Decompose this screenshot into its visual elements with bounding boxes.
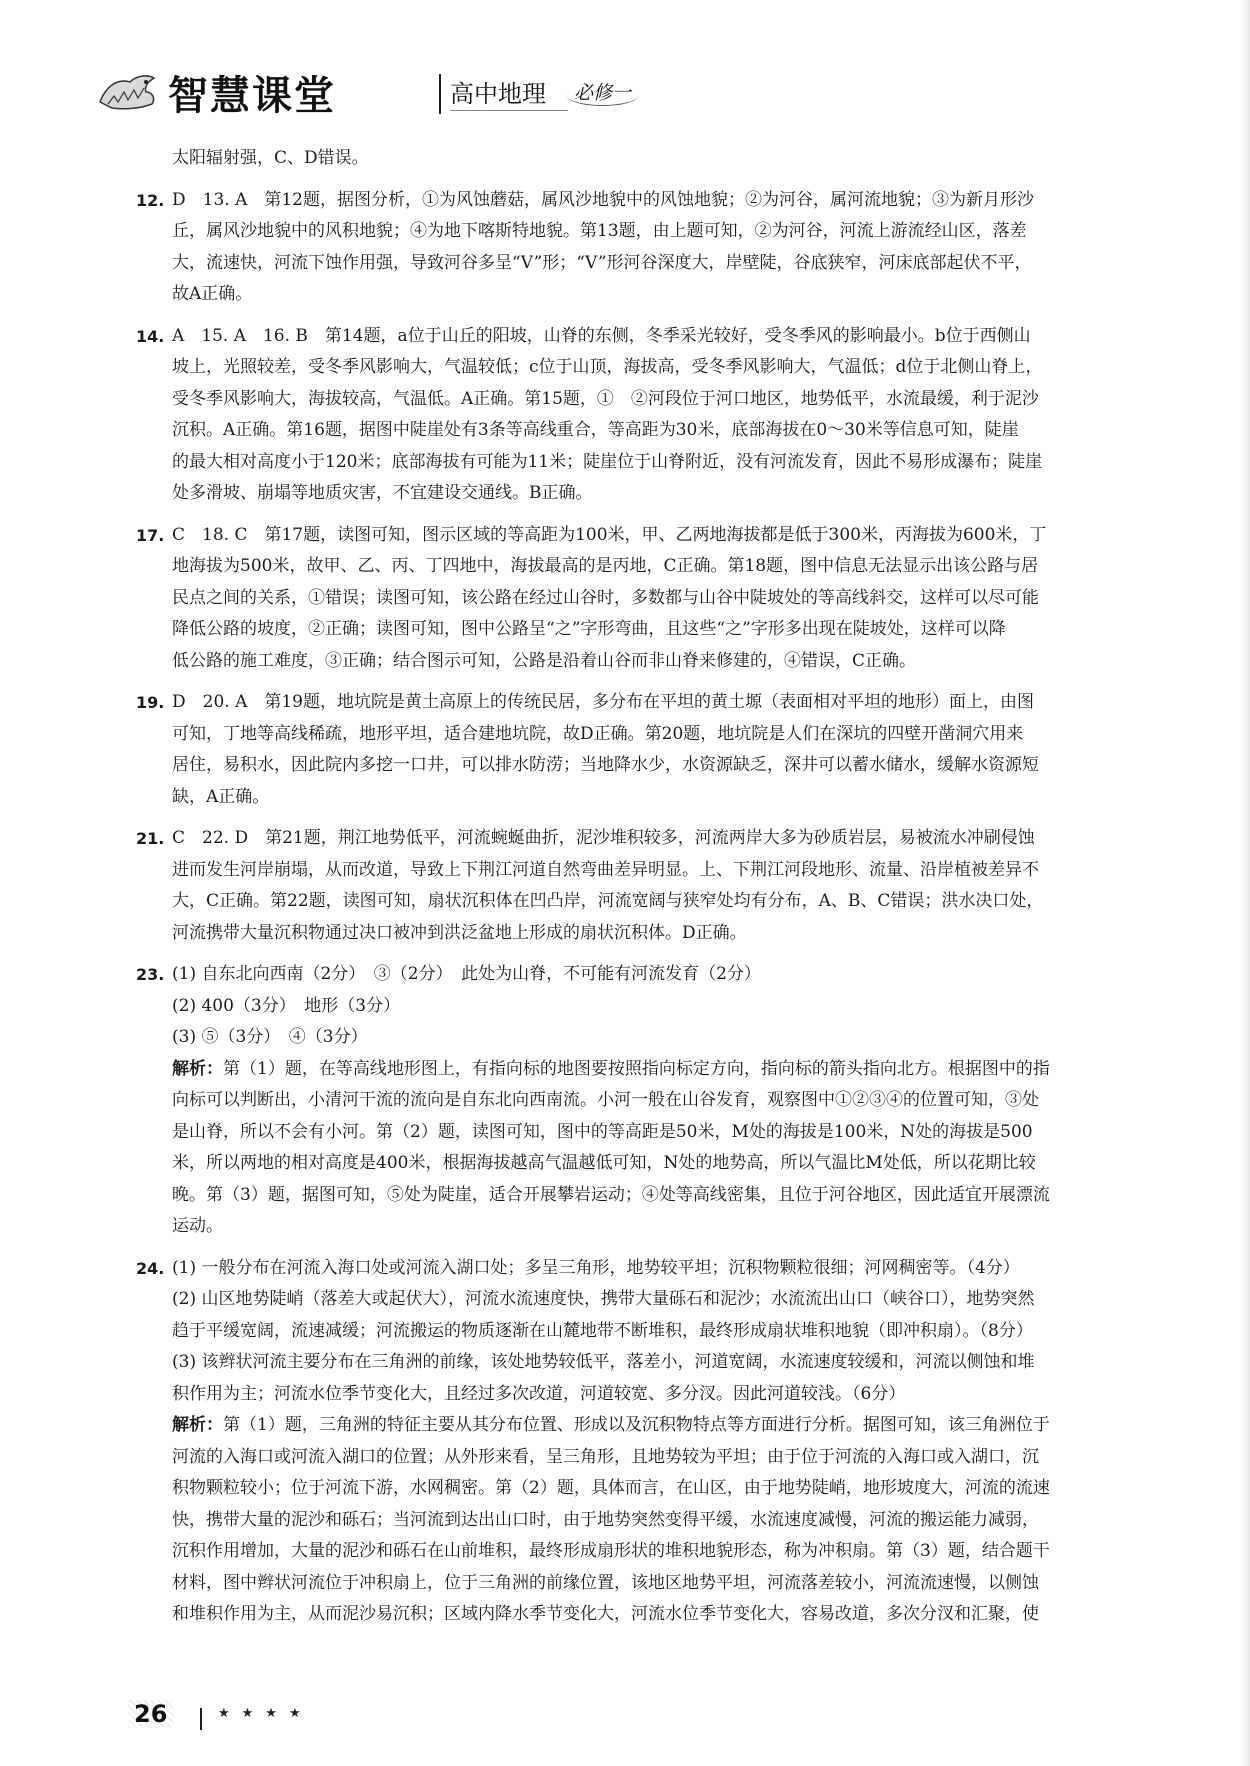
- item-number: 21.: [136, 829, 165, 848]
- answer-item-24: [136, 1253, 1136, 1631]
- text-line: 处多滑坡、崩塌等地质灾害，不宜建设交通线。B正确。: [172, 483, 593, 503]
- analysis-line: 和堆积作用为主，从而泥沙易沉积；区域内降水季节变化大，河流水位季节变化大，容易改道，多次分汊和汇聚，使: [172, 1604, 1039, 1624]
- answer-line: (3) 该辫状河流主要分布在三角洲的前缘，该处地势较低平，落差小，河道宽阔，水流速度较缓和，河流以侧蚀和堆: [172, 1352, 1035, 1372]
- text-line: 地海拔为500米，故甲、乙、丙、丁四地中，海拔最高的是丙地，C正确。第18题，图中信息无法显示出该公路与居: [172, 556, 1039, 576]
- answer-item-23: [136, 959, 1136, 1243]
- text-line: 进而发生河岸崩塌，从而改道，导致上下荆江河道自然弯曲差异明显。上、下荆江河段地形、流量、沿岸植被差异不: [172, 859, 1039, 880]
- analysis-line: 向标可以判断出，小清河干流的流向是自东北向西南流。小河一般在山谷发育，观察图中①②③④的位置可知，③处: [172, 1090, 1039, 1110]
- volume-label: 必修一: [566, 78, 639, 106]
- difficulty-stars: ★★★★: [218, 1706, 313, 1721]
- answer-item-17: [136, 520, 1136, 678]
- analysis-line: 快，携带大量的泥沙和砾石；当河流到达出山口时，由于地势突然变得平缓，水流速度减慢，河流的搬运能力减弱，: [172, 1509, 1039, 1530]
- analysis-label: 解析：: [172, 1058, 223, 1079]
- analysis-line: 晚。第（3）题，据图可知，⑤处为陡崖，适合开展攀岩运动；④处等高线密集，且位于河谷地区，因此适宜开展漂流: [172, 1184, 1050, 1205]
- analysis-line: [172, 1410, 1136, 1442]
- text-line: C 18. C 第17题，读图可知，图示区域的等高距为100米，甲、乙两地海拔都是低于300米，丙海拔为600米，丁: [172, 524, 1047, 545]
- brand-title: 智慧课堂: [168, 73, 336, 119]
- answer-content: [136, 143, 1136, 1631]
- item-number: 19.: [136, 693, 165, 712]
- answer-line: (1) 一般分布在河流入海口处或河流入湖口处；多呈三角形，地势较平坦；沉积物颗粒很细；河网稠密等。（4分）: [172, 1257, 1020, 1278]
- text-line: 受冬季风影响大，海拔较高，气温低。A正确。第15题，① ②河段位于河口地区，地势低平，水流最缓，利于泥沙: [172, 388, 1039, 409]
- header-divider: [439, 74, 441, 114]
- answer-item-21: [136, 823, 1136, 949]
- analysis-line: 是山脊，所以不会有小河。第（2）题，读图可知，图中的等高距是50米，M处的海拔是100米，N处的海拔是500: [172, 1121, 1033, 1142]
- analysis-text: 第（1）题，在等高线地形图上，有指向标的地图要按照指向标定方向，指向标的箭头指向北方。根据图中的指: [223, 1058, 1050, 1079]
- answer-item-14: [136, 321, 1136, 510]
- item-number: 24.: [136, 1258, 165, 1278]
- answer-line: 趋于平缓宽阔，流速减缓；河流搬运的物质逐渐在山麓地带不断堆积，最终形成扇状堆积地貌（即冲积扇）。（8分）: [172, 1320, 1033, 1341]
- analysis-label: 解析：: [172, 1415, 223, 1435]
- answer-item-19: [136, 687, 1136, 813]
- page-edge-shadow: [1240, 0, 1250, 1766]
- text-line: 的最大相对高度小于120米；底部海拔有可能为11米；陡崖位于山脊附近，没有河流发育，因此不易形成瀑布；陡崖: [172, 451, 1043, 472]
- text-line: 居住，易积水，因此院内多挖一口井，可以排水防涝；当地降水少，水资源缺乏，深井可以蓄水储水，缓解水资源短: [172, 755, 1039, 775]
- item-number: 14.: [136, 326, 165, 346]
- text-line: D 13. A 第12题，据图分析，①为风蚀蘑菇，属风沙地貌中的风蚀地貌；②为河谷，属河流地貌；③为新月形沙: [172, 189, 1034, 210]
- item-number: 12.: [136, 190, 165, 210]
- analysis-line: 米，所以两地的相对高度是400米，根据海拔越高气温越低可知，N处的地势高，所以气温比M处低，所以花期比较: [172, 1153, 1036, 1173]
- analysis-line: 运动。: [172, 1216, 223, 1236]
- item-number: 23.: [136, 965, 165, 984]
- text-line: 民点之间的关系，①错误；读图可知，该公路在经过山谷时，多数都与山谷中陡坡处的等高线斜交，这样可以尽可能: [172, 587, 1039, 608]
- answer-item-12: [136, 185, 1136, 311]
- analysis-text: 第（1）题，三角洲的特征主要从其分布位置、形成以及沉积物特点等方面进行分析。据图可知，该三角洲位于: [223, 1415, 1050, 1435]
- analysis-line: 材料，图中辫状河流位于冲积扇上，位于三角洲的前缘位置，该地区地势平坦，河流落差较小，河流流速慢，以侧蚀: [172, 1572, 1039, 1593]
- item-number: 17.: [136, 525, 165, 545]
- subject-label: 高中地理: [450, 80, 546, 108]
- text-line: 故A正确。: [172, 284, 253, 304]
- analysis-line: 河流的入海口或河流入湖口的位置；从外形来看，呈三角形，且地势较为平坦；由于位于河流的入海口或入湖口，沉: [172, 1446, 1039, 1467]
- page-header: [96, 62, 1146, 124]
- continuation-text: [136, 143, 1136, 175]
- text-line: 低公路的施工难度，③正确；结合图示可知，公路是沿着山谷而非山脊来修建的，④错误，C正确。: [172, 650, 917, 671]
- analysis-line: 沉积作用增加，大量的泥沙和砾石在山前堆积，最终形成扇形状的堆积地貌形态，称为冲积扇。第（3）题，结合题干: [172, 1541, 1050, 1561]
- text-line: 缺，A正确。: [172, 786, 270, 807]
- footer-divider: [200, 1708, 202, 1730]
- text-line: C 22. D 第21题，荆江地势低平，河流蜿蜒曲折，泥沙堆积较多，河流两岸大多为砂质岩层，易被流水冲刷侵蚀: [172, 828, 1035, 848]
- text-line: 丘，属风沙地貌中的风积地貌；④为地下喀斯特地貌。第13题，由上题可知，②为河谷，河流上游流经山区，落差: [172, 221, 1027, 241]
- text-line: 河流携带大量沉积物通过决口被冲到洪泛盆地上形成的扇状沉积体。D正确。: [172, 922, 747, 943]
- answer-line: (2) 山区地势陡峭（落差大或起伏大），河流水流速度快，携带大量砾石和泥沙；水流流出山口（峡谷口），地势突然: [172, 1289, 1035, 1309]
- text-line: 太阳辐射强，C、D错误。: [172, 148, 369, 168]
- text-line: 可知，丁地等高线稀疏，地形平坦，适合建地坑院，故D正确。第20题，地坑院是人们在深坑的四壁开凿洞穴用来: [172, 723, 1024, 744]
- text-line: D 20. A 第19题，地坑院是黄土高原上的传统民居，多分布在平坦的黄土塬（表面相对平坦的地形）面上，由图: [172, 692, 1034, 712]
- dragon-logo-icon: [96, 68, 158, 114]
- answer-line: 积作用为主；河流水位季节变化大，且经过多次改道，河道较宽、多分汊。因此河道较浅。（6分）: [172, 1383, 906, 1404]
- answer-line: (2) 400（3分） 地形（3分）: [172, 995, 401, 1016]
- text-line: 降低公路的坡度，②正确；读图可知，图中公路呈“之”字形弯曲，且这些“之”字形多出现在陡坡处，这样可以降: [172, 619, 1006, 639]
- header-underline: [450, 110, 568, 111]
- text-line: 坡上，光照较差，受冬季风影响大，气温较低；c位于山顶，海拔高，受冬季风影响大，气温低；d位于北侧山脊上，: [172, 357, 1043, 377]
- answer-line: (1) 自东北向西南（2分） ③（2分） 此处为山脊，不可能有河流发育（2分）: [172, 964, 761, 984]
- analysis-line: [172, 1054, 1136, 1086]
- text-line: 大，C正确。第22题，读图可知，扇状沉积体在凹凸岸，河流宽阔与狭窄处均有分布，A、B、C错误；洪水决口处，: [172, 891, 1044, 911]
- text-line: A 15. A 16. B 第14题，a位于山丘的阳坡，山脊的东侧，冬季采光较好，受冬季风的影响最小。b位于西侧山: [172, 325, 1031, 346]
- analysis-line: 积物颗粒较小；位于河流下游，水网稠密。第（2）题，具体而言，在山区，由于地势陡峭，地形坡度大，河流的流速: [172, 1478, 1050, 1498]
- text-line: 大，流速快，河流下蚀作用强，导致河谷多呈“V”形；“V”形河谷深度大，岸壁陡，谷底狭窄，河床底部起伏不平，: [172, 252, 1032, 273]
- page-footer: [128, 1700, 528, 1740]
- page-number: 26: [128, 1700, 173, 1728]
- answer-line: (3) ⑤（3分） ④（3分）: [172, 1027, 368, 1047]
- text-line: 沉积。A正确。第16题，据图中陡崖处有3条等高线重合，等高距为30米，底部海拔在0～30米等信息可知，陡崖: [172, 420, 1019, 440]
